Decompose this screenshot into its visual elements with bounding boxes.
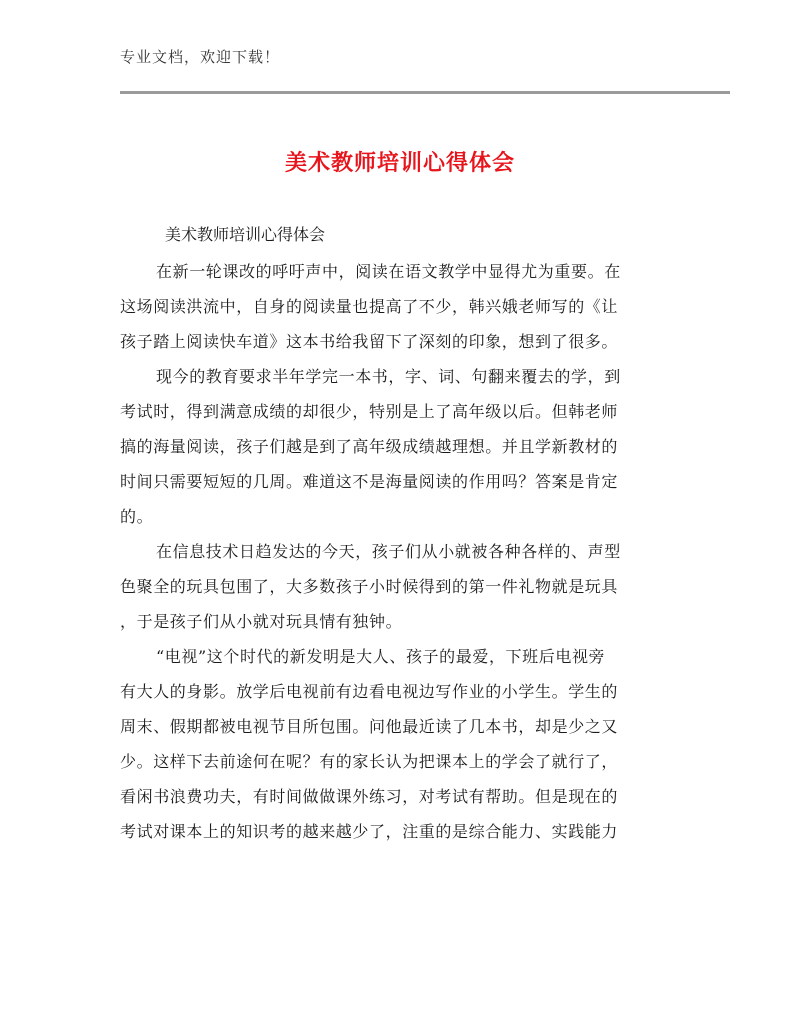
paragraph-line: “电视”这个时代的新发明是大人、孩子的最爱，下班后电视旁 bbox=[156, 647, 606, 666]
paragraph-line: 看闲书浪费功夫，有时间做做课外练习，对考试有帮助。但是现在的 bbox=[120, 787, 619, 806]
paragraph-2 bbox=[120, 359, 680, 534]
paragraph-line: 孩子踏上阅读快车道》这本书给我留下了深刻的印象，想到了很多。 bbox=[120, 332, 619, 351]
paragraph-line: 有大人的身影。放学后电视前有边看电视边写作业的小学生。学生的 bbox=[120, 682, 619, 701]
paragraph-line: 考试对课本上的知识考的越来越少了，注重的是综合能力、实践能力 bbox=[120, 822, 619, 841]
document-body bbox=[120, 254, 680, 849]
paragraph-line: 在新一轮课改的呼吁声中，阅读在语文教学中显得尤为重要。在 bbox=[156, 262, 621, 281]
paragraph-line: ，于是孩子们从小就对玩具情有独钟。 bbox=[120, 612, 403, 631]
paragraph-line: 考试时，得到满意成绩的却很少，特别是上了高年级以后。但韩老师 bbox=[120, 402, 619, 421]
paragraph-line: 少。这样下去前途何在呢？有的家长认为把课本上的学会了就行了， bbox=[120, 752, 619, 771]
paragraph-line: 时间只需要短短的几周。难道这不是海量阅读的作用吗？答案是肯定 bbox=[120, 472, 619, 491]
header-text: 专业文档，欢迎下载！ bbox=[120, 48, 281, 66]
paragraph-1 bbox=[120, 254, 680, 359]
document-subtitle: 美术教师培训心得体会 bbox=[165, 225, 326, 244]
document-title: 美术教师培训心得体会 bbox=[284, 151, 515, 176]
paragraph-line: 搞的海量阅读，孩子们越是到了高年级成绩越理想。并且学新教材的 bbox=[120, 437, 619, 456]
paragraph-4 bbox=[120, 639, 680, 849]
paragraph-line: 色聚全的玩具包围了，大多数孩子小时候得到的第一件礼物就是玩具 bbox=[120, 577, 619, 596]
paragraph-line: 在信息技术日趋发达的今天，孩子们从小就被各种各样的、声型 bbox=[156, 542, 621, 561]
paragraph-3 bbox=[120, 534, 680, 639]
paragraph-line: 周末、假期都被电视节目所包围。问他最近读了几本书，却是少之又 bbox=[120, 717, 619, 736]
paragraph-line: 这场阅读洪流中，自身的阅读量也提高了不少，韩兴娥老师写的《让 bbox=[120, 297, 619, 316]
paragraph-line: 现今的教育要求半年学完一本书，字、词、句翻来覆去的学，到 bbox=[156, 367, 621, 386]
header-divider bbox=[120, 91, 730, 94]
paragraph-line: 的。 bbox=[120, 507, 154, 526]
